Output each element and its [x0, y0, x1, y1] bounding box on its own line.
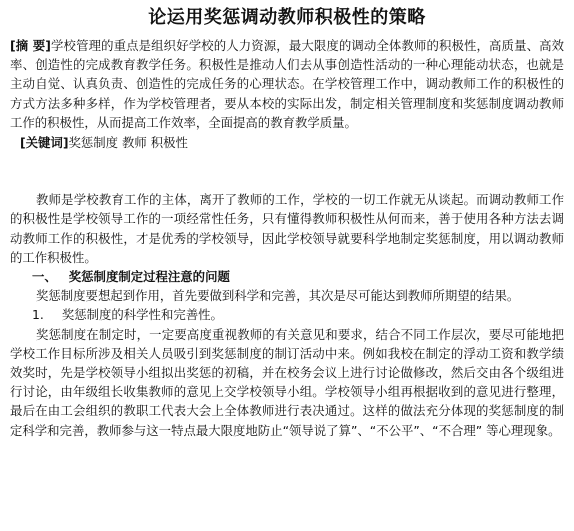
section-intro-paragraph: 奖惩制度要想起到作用，首先要做到科学和完善，其次是尽可能达到教师所期望的结果。 [36, 288, 520, 304]
section-heading-text: 奖惩制度制定过程注意的问题 [68, 269, 230, 285]
section-heading-number: 一、 [32, 269, 57, 285]
numbered-item-text: 奖惩制度的科学性和完善性。 [61, 307, 223, 323]
numbered-item-number: 1. [32, 307, 44, 323]
abstract-label: [摘 要] [10, 38, 51, 53]
item-body-paragraph: 奖惩制度在制定时，一定要高度重视教师的有关意见和要求，结合不同工作层次，要尽可能地把学校工作目标所涉及相关人员吸引到奖惩制度的制订活动中来。例如我校在制定的浮动工资和教学绩效奖时，先是学校领导小组拟出奖惩的初稿，并在校务会议上进行讨论做修改，然后交由各个级组进行讨论，由年级组长收集教师的意见上交学校领导小组。学校领导小组再根据收到的意见进行整理，最后在由工会组织的教职工代表大会上全体教师进行表决通过。这样的做法充分体现的奖惩制度的制定科学和完善，教师参与这一特点最大限度地防止“领导说了算”、“不公平”、“不合理” 等心理现象。 [10, 326, 564, 438]
document-title: 论运用奖惩调动教师积极性的策略 [148, 7, 426, 28]
keywords-label: [关键词] [20, 135, 69, 151]
abstract-text: 学校管理的重点是组织好学校的人力资源，最大限度的调动全体教师的积极性，高质量、高效率、创造性的完成教育教学任务。积极性是推动人们去从事创造性活动的一种心理能动状态，也就是主动自觉、认真负责、创造性的完成任务的心理状态。在学校管理工作中，调动教师工作的积极性的方式方法多种多样，作为学校管理者，要从本校的实际出发，制定相关管理制度和奖惩制度调动教师工作的积极性，从而提高工作效率，全面提高的教育教学质量。 [10, 38, 565, 130]
keywords-text: 奖惩制度 教师 积极性 [68, 135, 188, 151]
abstract [10, 36, 564, 132]
intro-paragraph: 教师是学校教育工作的主体，离开了教师的工作，学校的一切工作就无从谈起。而调动教师工作的积极性是学校领导工作的一项经常性任务，只有懂得教师积极性从何而来，善于使用各种方法去调动教师工作的积极性，才是优秀的学校领导，因此学校领导就要科学地制定奖惩制度，用以调动教师的工作积极性。 [10, 192, 564, 265]
keywords [10, 133, 564, 152]
numbered-item [10, 305, 564, 324]
section-spacer [10, 152, 564, 190]
section-heading [10, 267, 564, 286]
